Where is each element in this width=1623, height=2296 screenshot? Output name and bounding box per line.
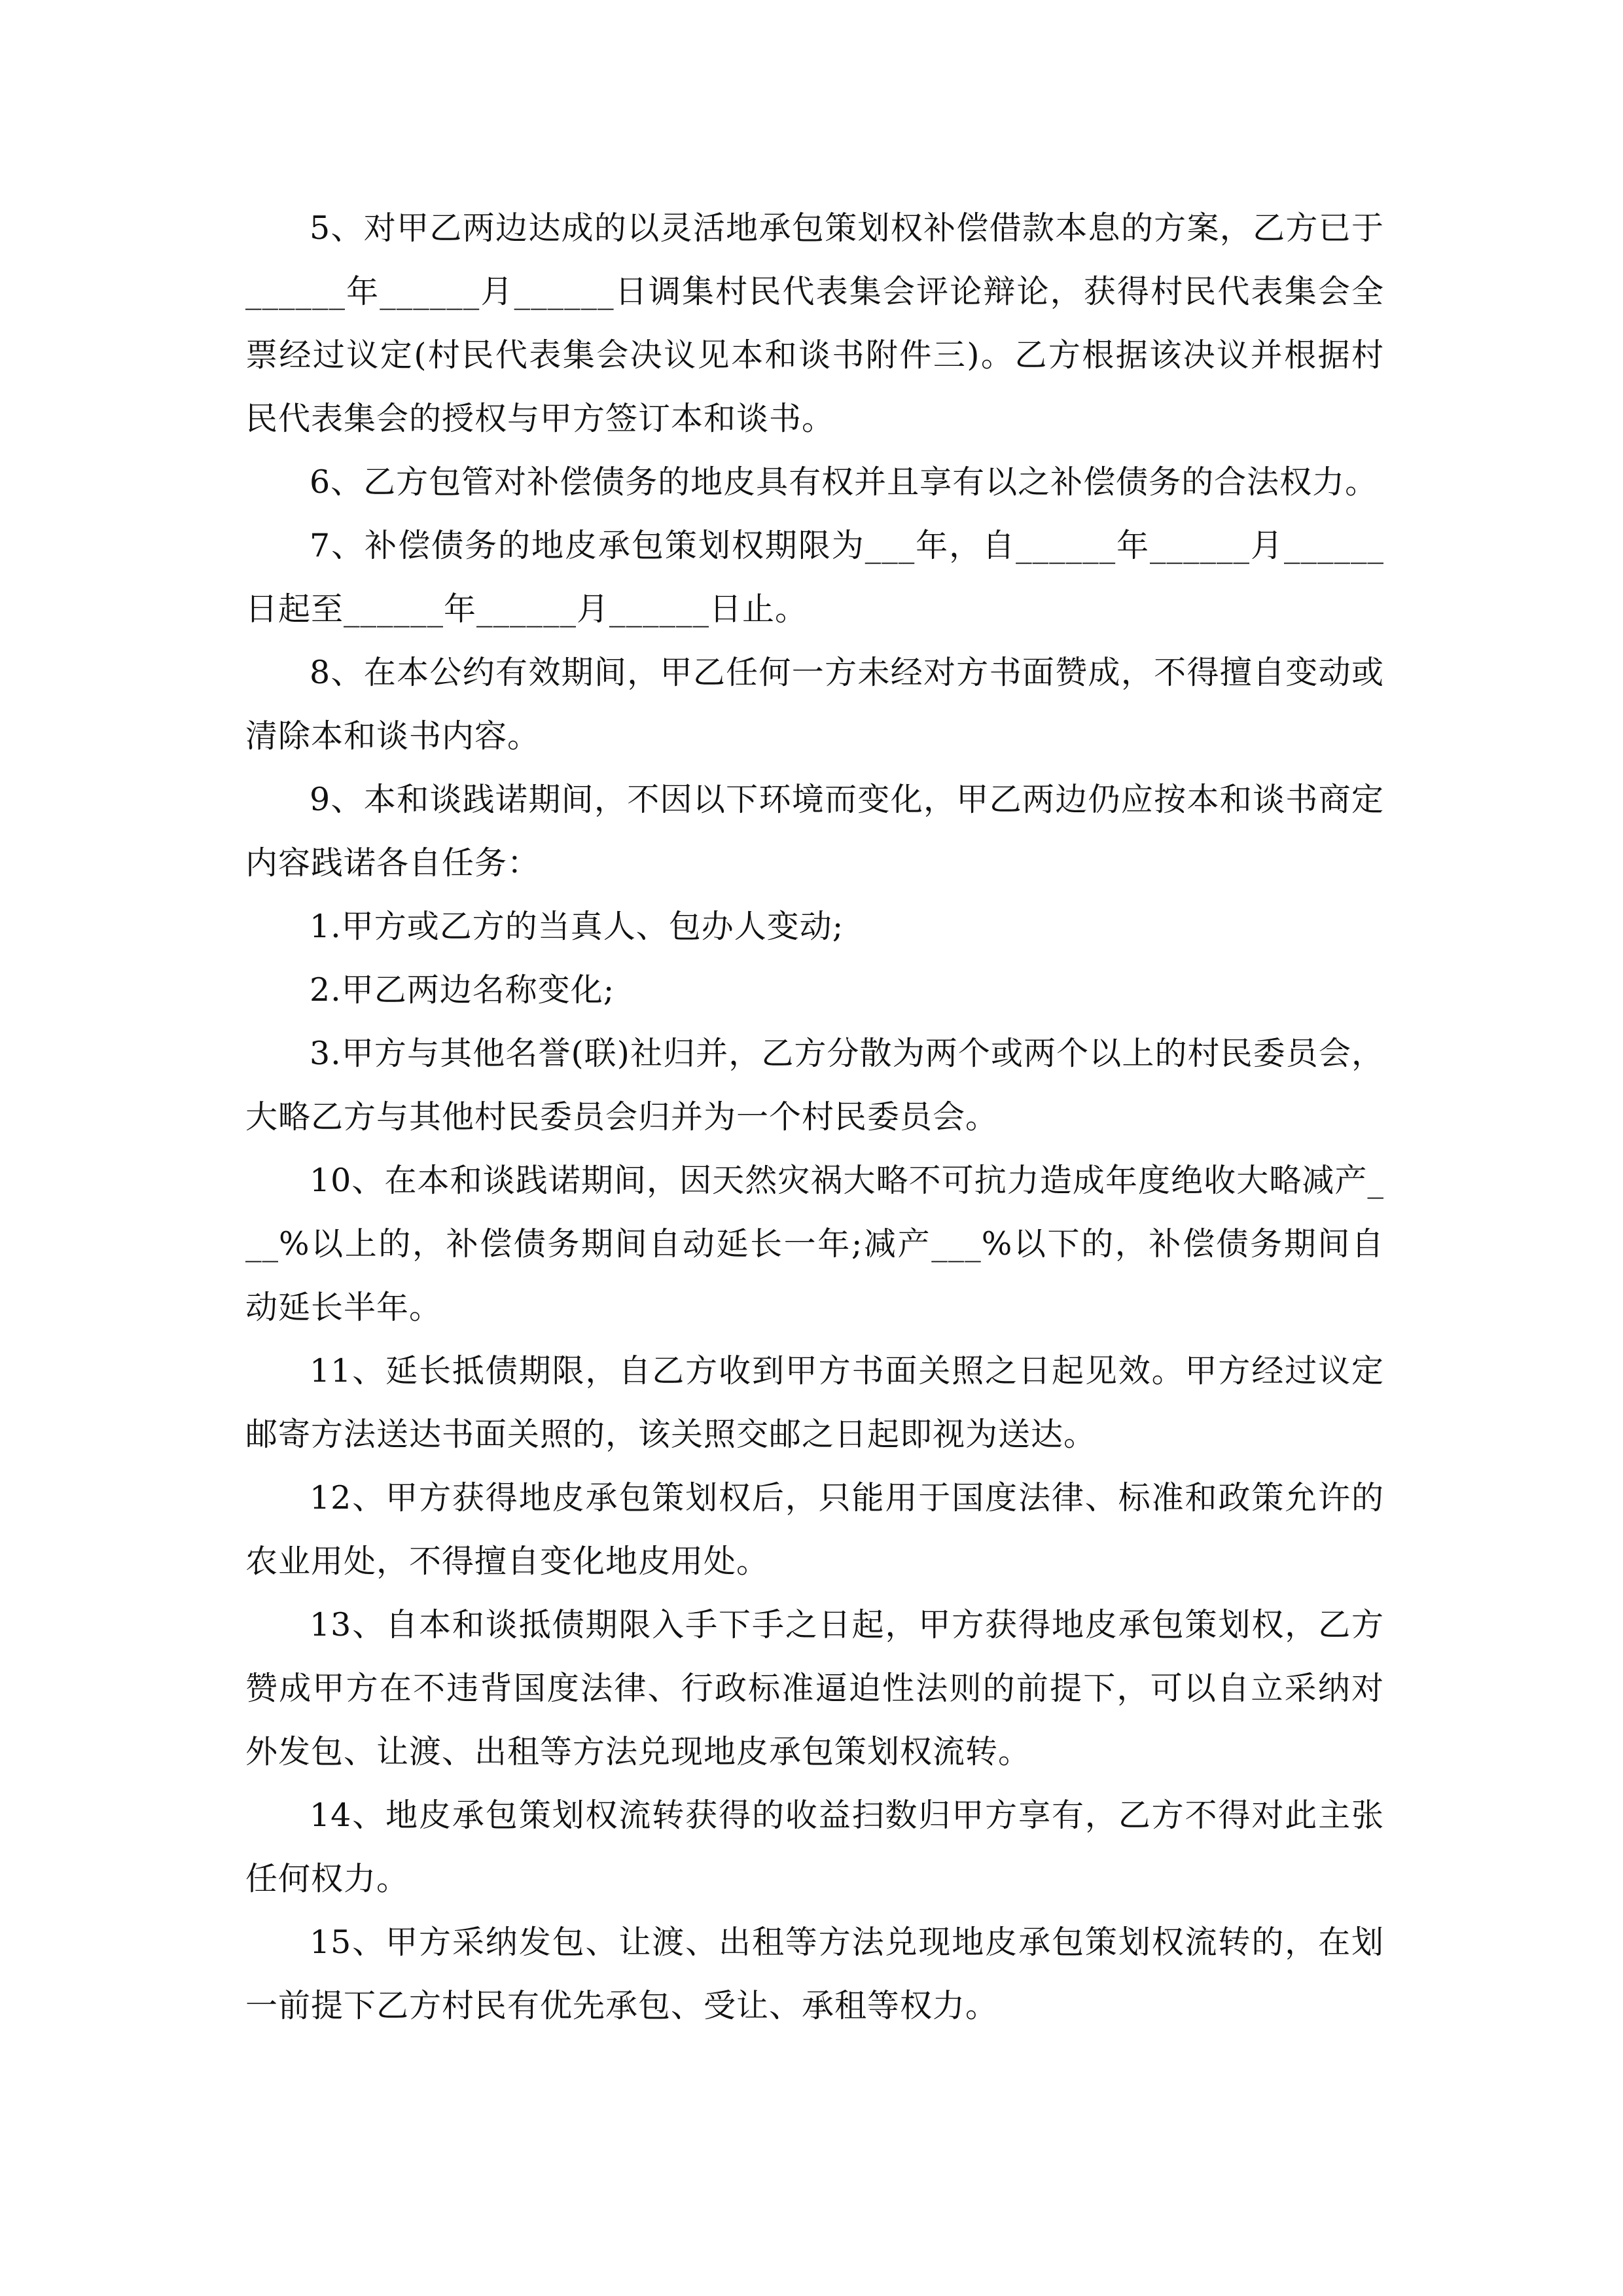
clause-9-item-1: 1.甲方或乙方的当真人、包办人变动; — [310, 908, 844, 945]
clause-9-item-3: 3.甲方与其他名誉(联)社归并，乙方分散为两个或两个以上的村民委员会，大略乙方与其他村民委员会归并为一个村民委员会。 — [245, 1035, 1384, 1136]
clause-13: 13、自本和谈抵债期限入手下手之日起，甲方获得地皮承包策划权，乙方赞成甲方在不违背国度法律、行政标准逼迫性法则的前提下，可以自立采纳对外发包、让渡、出租等方法兑现地皮承包策划权流转。 — [245, 1606, 1384, 1770]
clause-6: 6、乙方包管对补偿债务的地皮具有权并且享有以之补偿债务的合法权力。 — [310, 463, 1378, 501]
clause-12: 12、甲方获得地皮承包策划权后，只能用于国度法律、标准和政策允许的农业用处，不得擅自变化地皮用处。 — [245, 1479, 1384, 1580]
clause-9: 9、本和谈践诺期间，不因以下环境而变化，甲乙两边仍应按本和谈书商定内容践诺各自任务： — [245, 781, 1384, 882]
clause-14: 14、地皮承包策划权流转获得的收益扫数归甲方享有，乙方不得对此主张任何权力。 — [245, 1797, 1384, 1897]
document-body — [245, 196, 1384, 2037]
clause-9-item-2: 2.甲乙两边名称变化; — [310, 971, 615, 1009]
clause-15: 15、甲方采纳发包、让渡、出租等方法兑现地皮承包策划权流转的，在划一前提下乙方村民有优先承包、受让、承租等权力。 — [245, 1924, 1384, 2024]
clause-10: 10、在本和谈践诺期间，因天然灾祸大略不可抗力造成年度绝收大略减产___%以上的，补偿债务期间自动延长一年;减产___%以下的，补偿债务期间自动延长半年。 — [245, 1162, 1384, 1326]
clause-8: 8、在本公约有效期间，甲乙任何一方未经对方书面赞成，不得擅自变动或清除本和谈书内容。 — [245, 654, 1384, 755]
clause-5: 5、对甲乙两边达成的以灵活地承包策划权补偿借款本息的方案，乙方已于______年______月______日调集村民代表集会评论辩论，获得村民代表集会全票经过议定(村民代表集会决议见本和谈书附件三)。乙方根据该决议并根据村民代表集会的授权与甲方签订本和谈书。 — [245, 209, 1384, 437]
clause-7: 7、补偿债务的地皮承包策划权期限为___年，自______年______月______日起至______年______月______日止。 — [245, 527, 1384, 628]
clause-11: 11、延长抵债期限，自乙方收到甲方书面关照之日起见效。甲方经过议定邮寄方法送达书面关照的，该关照交邮之日起即视为送达。 — [245, 1352, 1384, 1453]
